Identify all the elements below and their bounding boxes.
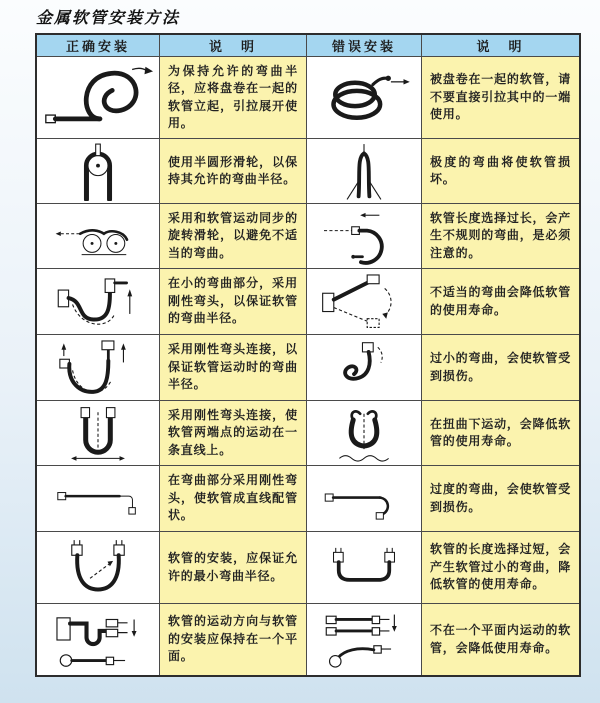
extreme-bend-icon: [316, 141, 412, 201]
wrong-note-row7: 过度的弯曲，会使软管受到损伤。: [422, 466, 579, 531]
wrong-image-row7: [307, 466, 421, 531]
too-short-shallow-u-icon: [310, 539, 418, 597]
wrong-note-row6: 在扭曲下运动，会降低软管的使用寿命。: [422, 401, 579, 465]
over-long-loop-icon: [312, 206, 416, 266]
ends-on-straight-line-icon: [46, 403, 150, 463]
wrong-note-row3: 软管长度选择过长，会产生不规则的弯曲，是必须注意的。: [422, 204, 579, 268]
correct-image-row8: [37, 532, 159, 603]
correct-note-row8: 软管的安装，应保证允许的最小弯曲半径。: [160, 532, 306, 603]
wrong-note-row8: 软管的长度选择过短，会产生软管过小的弯曲，降低软管的使用寿命。: [422, 532, 579, 603]
rigid-elbow-connection-icon: [44, 337, 152, 399]
wrong-image-row5: [307, 335, 421, 400]
correct-image-row6: [37, 401, 159, 465]
wrong-note-row4: 不适当的弯曲会降低软管的使用寿命。: [422, 269, 579, 334]
correct-note-row5: 采用刚性弯头连接，以保证软管运动时的弯曲半径。: [160, 335, 306, 400]
wrong-image-row4: [307, 269, 421, 334]
wrong-note-row9: 不在一个平面内运动的软管，会降低使用寿命。: [422, 604, 579, 675]
header-explanation-right: 说 明: [422, 35, 579, 56]
sharp-angle-bend-icon: [312, 271, 416, 333]
coil-pulled-from-end-icon: [310, 63, 418, 133]
wrong-image-row1: [307, 57, 421, 138]
correct-image-row4: [37, 269, 159, 334]
semicircular-pulley-icon: [48, 141, 148, 201]
twisted-motion-icon: [316, 403, 412, 463]
wrong-image-row3: [307, 204, 421, 268]
correct-image-row3: [37, 204, 159, 268]
straight-piping-elbow-icon: [42, 471, 154, 527]
correct-note-row3: 采用和软管运动同步的旋转滑轮，以避免不适当的弯曲。: [160, 204, 306, 268]
correct-note-row2: 使用半圆形滑轮，以保持其允许的弯曲半径。: [160, 139, 306, 203]
rigid-elbow-small-bend-icon: [44, 271, 152, 333]
installation-methods-table: [35, 33, 581, 677]
rotating-pulleys-icon: [43, 207, 153, 265]
correct-image-row1: [37, 57, 159, 138]
wrong-image-row8: [307, 532, 421, 603]
wrong-image-row6: [307, 401, 421, 465]
one-plane-trap-icon: [43, 608, 153, 672]
not-in-one-plane-icon: [312, 608, 416, 672]
wrong-note-row1: 被盘卷在一起的软管，请不要直接引拉其中的一端使用。: [422, 57, 579, 138]
wrong-note-row5: 过小的弯曲，会使软管受到损伤。: [422, 335, 579, 400]
wrong-note-row2: 极度的弯曲将使软管损坏。: [422, 139, 579, 203]
header-correct-install: 正确安装: [37, 35, 159, 56]
header-wrong-install: 错误安装: [307, 35, 421, 56]
coiled-hose-stood-up-icon: [41, 61, 155, 135]
correct-note-row7: 在弯曲部分采用刚性弯头，使软管成直线配管状。: [160, 466, 306, 531]
correct-note-row9: 软管的运动方向与软管的安装应保持在一个平面。: [160, 604, 306, 675]
correct-image-row7: [37, 466, 159, 531]
correct-note-row6: 采用刚性弯头连接，使软管两端点的运动在一条直线上。: [160, 401, 306, 465]
correct-note-row4: 在小的弯曲部分，采用刚性弯头，以保证软管的弯曲半径。: [160, 269, 306, 334]
too-small-bend-icon: [318, 337, 410, 399]
correct-image-row9: [37, 604, 159, 675]
minimum-bend-radius-u-icon: [46, 537, 150, 599]
correct-image-row2: [37, 139, 159, 203]
excessive-end-bend-icon: [312, 471, 416, 527]
wrong-image-row2: [307, 139, 421, 203]
correct-note-row1: 为保持允许的弯曲半径，应将盘卷在一起的软管立起，引拉展开使用。: [160, 57, 306, 138]
wrong-image-row9: [307, 604, 421, 675]
correct-image-row5: [37, 335, 159, 400]
header-explanation-left: 说 明: [160, 35, 306, 56]
page-title: 金属软管安装方法: [36, 10, 181, 27]
